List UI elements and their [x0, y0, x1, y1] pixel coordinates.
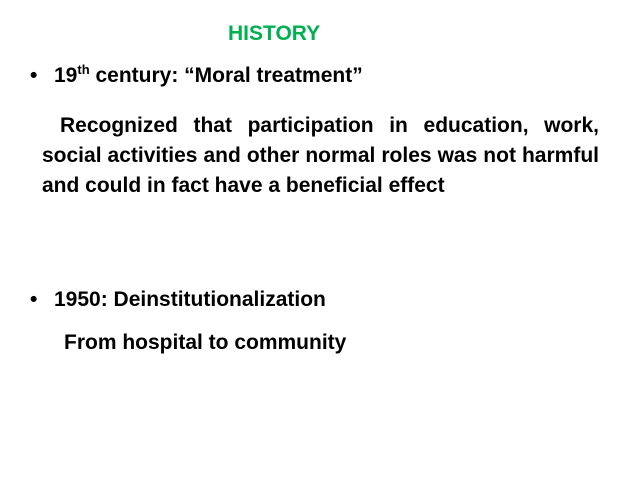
bullet-icon: •	[30, 64, 38, 87]
ordinal-superscript: th	[77, 62, 90, 77]
bullet-icon: •	[30, 288, 38, 311]
slide-title: HISTORY	[228, 22, 321, 45]
moral-treatment-description: Recognized that participation in education, work, social activities and other normal roles was not harmful and could in fact have a beneficial effect	[42, 114, 599, 197]
bullet-heading: 1950: Deinstitutionalization	[54, 288, 326, 311]
century-number: 19	[54, 64, 78, 87]
bullet-item-deinstitutionalization	[30, 288, 326, 312]
bullet-heading-rest: century: “Moral treatment”	[89, 64, 363, 87]
bullet-item-moral-treatment	[30, 64, 363, 88]
deinstitutionalization-description: From hospital to community	[64, 331, 347, 354]
